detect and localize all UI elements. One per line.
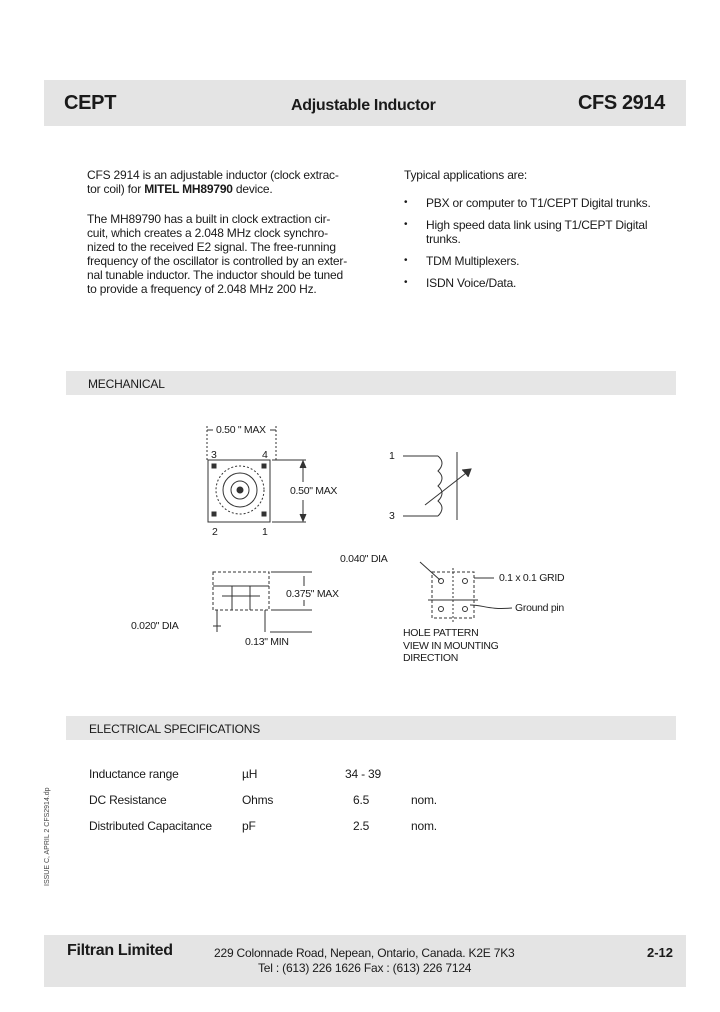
- dim-width: 0.50 " MAX: [216, 424, 266, 436]
- caption-line: HOLE PATTERN: [403, 627, 479, 639]
- intro-line: The MH89790 has a built in clock extraction cir-: [87, 212, 331, 226]
- part-number: CFS 2914: [578, 92, 665, 114]
- list-item: • TDM Multiplexers.: [404, 254, 520, 268]
- dim-hole-diameter: 0.040" DIA: [340, 553, 388, 565]
- spec-value: 34 - 39: [345, 767, 381, 781]
- intro-line: nal tunable inductor. The inductor should be tuned: [87, 268, 343, 282]
- intro-text: device.: [232, 182, 273, 196]
- ground-pin-label: Ground pin: [515, 602, 564, 614]
- applications-heading: Typical applications are:: [404, 168, 528, 182]
- top-view: [207, 426, 306, 522]
- document-revision-note: ISSUE C, APRIL 2 CFS2914.dp: [44, 787, 51, 886]
- spec-note: nom.: [411, 793, 437, 807]
- inductor-schematic: [403, 452, 471, 520]
- pin-label-3: 3: [211, 449, 217, 461]
- spec-param: Distributed Capacitance: [89, 819, 212, 833]
- hole-pattern-caption: [403, 627, 499, 665]
- intro-line: to provide a frequency of 2.048 MHz 200 Hz.: [87, 282, 317, 296]
- list-item: • High speed data link using T1/CEPT Digital trunks.: [404, 218, 648, 246]
- intro-paragraph-2: [87, 212, 387, 296]
- caption-line: DIRECTION: [403, 652, 459, 664]
- grid-label: 0.1 x 0.1 GRID: [499, 572, 565, 584]
- pin-label-1: 1: [262, 526, 268, 538]
- intro-line: cuit, which creates a 2.048 MHz clock synchro-: [87, 226, 328, 240]
- applications-list: [404, 196, 694, 298]
- company-address: 229 Colonnade Road, Nepean, Ontario, Canada. K2E 7K3: [214, 946, 515, 960]
- company-name: Filtran Limited: [67, 942, 173, 959]
- electrical-section-title: ELECTRICAL SPECIFICATIONS: [89, 722, 261, 736]
- page-number: 2-12: [647, 945, 674, 960]
- intro-text: tor coil) for: [87, 182, 145, 196]
- intro-line: CFS 2914 is an adjustable inductor (clock extrac-: [87, 168, 339, 182]
- mechanical-section-title: MECHANICAL: [88, 377, 165, 391]
- pin-label-4: 4: [262, 449, 268, 461]
- intro-paragraph-1: [87, 168, 377, 196]
- caption-line: VIEW IN MOUNTING: [403, 639, 499, 652]
- bullet-icon: •: [404, 197, 408, 208]
- list-item: • ISDN Voice/Data.: [404, 276, 517, 290]
- dim-body-height: 0.375" MAX: [286, 588, 339, 600]
- mechanical-drawing: [0, 400, 720, 680]
- bullet-icon: •: [404, 255, 408, 266]
- company-contact: Tel : (613) 226 1626 Fax : (613) 226 7124: [258, 961, 472, 975]
- schematic-pin-1: 1: [389, 450, 395, 462]
- bullet-icon: •: [404, 219, 408, 230]
- side-view: [213, 572, 312, 632]
- page-title: Adjustable Inductor: [291, 97, 436, 114]
- spec-unit: Ohms: [242, 793, 274, 807]
- spec-unit: pF: [242, 819, 256, 833]
- spec-value: 2.5: [353, 819, 370, 833]
- spec-param: DC Resistance: [89, 793, 167, 807]
- spec-param: Inductance range: [89, 767, 179, 781]
- pin-label-2: 2: [212, 526, 218, 538]
- spec-value: 6.5: [353, 793, 370, 807]
- device-name: MITEL MH89790: [144, 182, 233, 196]
- dim-height: 0.50" MAX: [290, 485, 338, 497]
- intro-line: [87, 182, 377, 196]
- spec-unit: µH: [242, 767, 258, 781]
- schematic-pin-3: 3: [389, 510, 395, 522]
- spec-note: nom.: [411, 819, 437, 833]
- header-standard: CEPT: [64, 92, 117, 114]
- hole-pattern: [420, 562, 512, 622]
- intro-line: frequency of the oscillator is controlled by an exter-: [87, 254, 348, 268]
- dim-lead-length: 0.13" MIN: [245, 636, 289, 648]
- bullet-icon: •: [404, 277, 408, 288]
- dim-lead-diameter: 0.020" DIA: [131, 620, 179, 632]
- intro-line: nized to the received E2 signal. The free-running: [87, 240, 336, 254]
- list-item: • PBX or computer to T1/CEPT Digital trunks.: [404, 196, 651, 210]
